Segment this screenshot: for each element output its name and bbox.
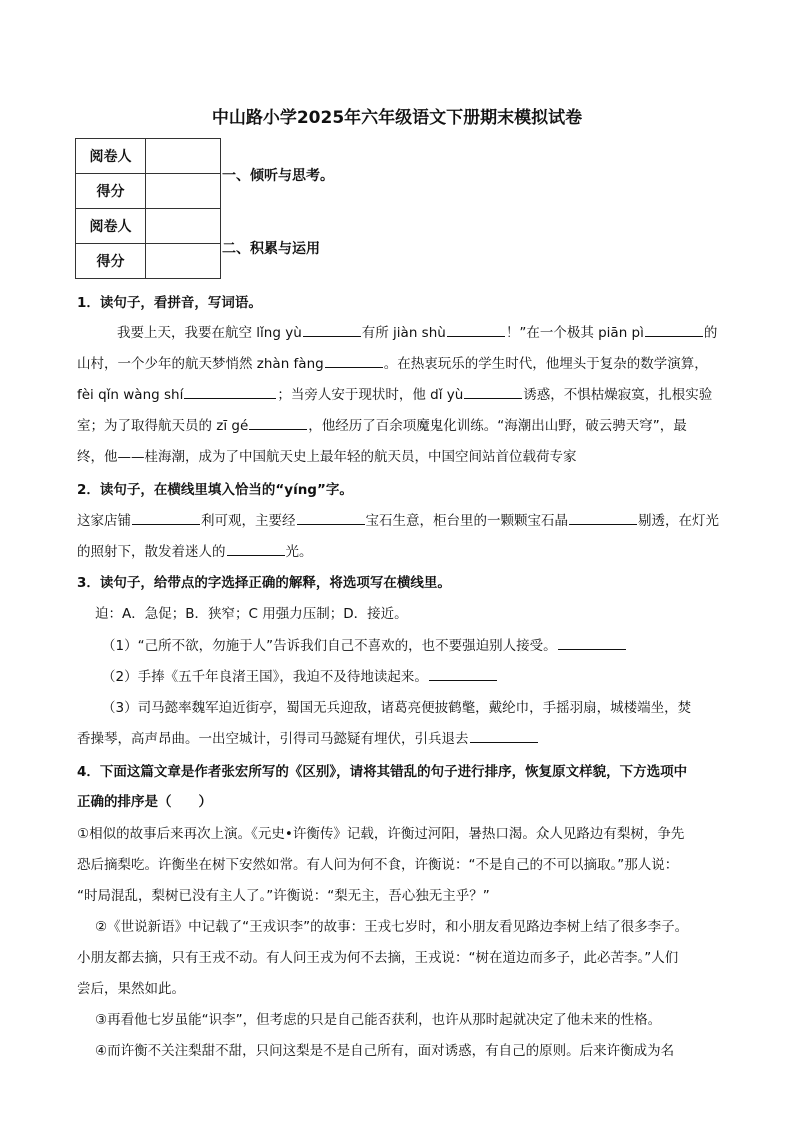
text-span: 光。 [285,544,313,560]
question-3-item [102,665,498,685]
answer-blank[interactable] [297,510,365,525]
text-span: （1）“己所不欲，勿施于人”告诉我们自己不喜欢的，也不要强迫别人接受。 [102,638,557,654]
answer-blank[interactable] [227,541,285,556]
text-span: 的照射下，散发着迷人的 [77,544,226,560]
answer-blank[interactable] [184,384,276,399]
answer-blank[interactable] [470,728,538,743]
question-1-line: 终，他——桂海潮，成为了中国航天史上最年轻的航天员，中国空间站首位载荷专家 [77,449,577,465]
text-span: 有所 jiàn shù [361,325,446,341]
text-span: 宝石生意，柜台里的一颗颗宝石晶 [365,513,568,529]
passage-sentence-2: 尝后，果然如此。 [77,981,185,997]
question-1-line [77,352,708,372]
answer-blank[interactable] [447,322,505,337]
reviewer-cell[interactable] [146,139,221,174]
answer-blank[interactable] [325,353,383,368]
text-span: 室；为了取得航天员的 zī gé [77,418,249,434]
question-3-item [102,634,627,654]
section-heading-listening: 一、倾听与思考。 [222,168,334,184]
text-span: ！”在一个极其 piān pì [505,325,644,341]
score-cell[interactable] [146,174,221,209]
question-2-title: 2．读句子，在横线里填入恰当的“yíng”字。 [77,482,353,498]
score-cell[interactable] [146,244,221,279]
text-span: （2）手捧《五千年良渚王国》，我迫不及待地读起来。 [102,669,428,685]
text-span: 我要上天，我要在航空 lǐng yù [117,325,302,341]
answer-blank[interactable] [464,384,522,399]
question-3-title: 3．读句子，给带点的字选择正确的解释，将选项写在横线里。 [77,575,451,591]
text-span: ；当旁人安于现状时，他 dǐ yù [277,387,464,403]
question-1-title: 1．读句子，看拼音，写词语。 [77,295,262,311]
answer-blank[interactable] [249,415,307,430]
section-heading-accumulation: 二、积累与运用 [222,241,320,257]
answer-blank[interactable] [569,510,637,525]
question-1-line [77,414,687,434]
passage-sentence-4: ④而许衡不关注梨甜不甜，只问这梨是不是自己所有，面对诱惑，有自己的原则。后来许衡成为名 [95,1043,675,1059]
question-1-line [117,321,717,341]
reviewer-label: 阅卷人 [76,209,146,244]
text-span: 。在热衷玩乐的学生时代，他埋头于复杂的数学演算， [383,356,708,372]
passage-sentence-2: ②《世说新语》中记载了“王戎识李”的故事：王戎七岁时，和小朋友看见路边李树上结了很多李子。 [95,919,689,935]
passage-sentence-1: ①相似的故事后来再次上演。《元史•许衡传》记载，许衡过河阳，暑热口渴。众人见路边有梨树，争先 [77,826,685,842]
question-4-title: 正确的排序是（ ） [77,794,212,810]
answer-blank[interactable] [645,322,703,337]
text-span: 香操琴，高声昂曲。一出空城计，引得司马懿疑有埋伏，引兵退去 [77,731,469,747]
score-label: 得分 [76,174,146,209]
text-span: ，他经历了百余项魔鬼化训练。“海潮出山野，破云骋天穹”，最 [308,418,687,434]
reviewer-label: 阅卷人 [76,139,146,174]
question-4-title: 4．下面这篇文章是作者张宏所写的《区别》，请将其错乱的句子进行排序，恢复原文样貌，下方选项中 [77,764,688,780]
score-table [75,138,221,279]
question-1-line [77,383,712,403]
question-3-item [77,727,539,747]
score-label: 得分 [76,244,146,279]
page-title: 中山路小学2025年六年级语文下册期末模拟试卷 [211,108,583,128]
passage-sentence-3: ③再看他七岁虽能“识李”，但考虑的只是自己能否获利，也许从那时起就决定了他未来的性格。 [95,1012,662,1028]
answer-blank[interactable] [558,635,626,650]
passage-sentence-1: “时局混乱，梨树已没有主人了。”许衡说：“梨无主，吾心独无主乎？” [77,888,490,904]
answer-blank[interactable] [429,666,497,681]
answer-blank[interactable] [132,510,200,525]
text-span: 诱惑，不惧枯燥寂寞，扎根实验 [523,387,713,403]
question-2-line [77,509,719,529]
text-span: 山村，一个少年的航天梦悄然 zhàn fàng [77,356,324,372]
text-span: 的 [703,325,718,341]
question-3-options: 迫：A．急促；B．狭窄；C 用强力压制；D．接近。 [95,606,408,622]
text-span: 剔透，在灯光 [638,513,719,529]
text-span: 这家店铺 [77,513,131,529]
text-span: 利可观，主要经 [201,513,296,529]
text-span: fèi qǐn wàng shí [77,387,184,403]
question-3-item: （3）司马懿率魏军迫近街亭，蜀国无兵迎敌，诸葛亮便披鹤氅，戴纶巾，手摇羽扇，城楼端坐，焚 [102,700,692,716]
question-2-line [77,540,313,560]
passage-sentence-1: 恐后摘梨吃。许衡坐在树下安然如常。有人问为何不食，许衡说：“不是自己的不可以摘取。”那人说： [77,857,679,873]
reviewer-cell[interactable] [146,209,221,244]
passage-sentence-2: 小朋友都去摘，只有王戎不动。有人问王戎为何不去摘，王戎说：“树在道边而多子，此必苦李。”人们 [77,950,679,966]
answer-blank[interactable] [303,322,361,337]
